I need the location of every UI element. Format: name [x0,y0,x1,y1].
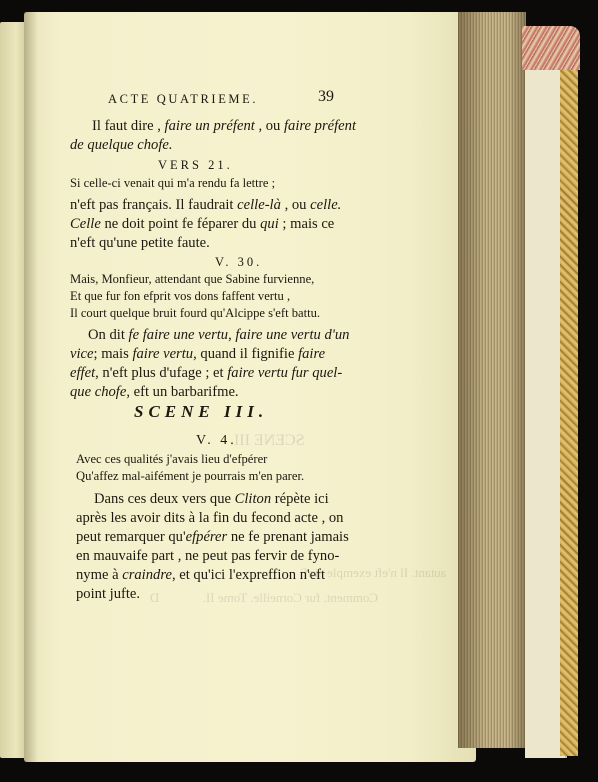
italic-run: celle-là [237,197,281,213]
italic-run: craindre [122,567,172,583]
italic-run: Cliton [234,491,272,507]
quoted-verse: Avec ces qualités j'avais lieu d'efpérer [76,452,268,466]
italic-run: faire une vertu d'un [235,327,350,343]
text-run: , eft un barbarifme. [126,384,239,400]
body-line [88,326,349,345]
text-run: ne fe prenant jamais [230,529,349,545]
body-line [94,490,329,509]
show-through-line: D [150,590,160,605]
show-through-line: autant. Il n'eft exemple ainfi [300,565,447,580]
text-run: peut remarquer qu' [76,529,186,545]
italic-run: celle. [310,197,342,213]
italic-run: fe faire une vertu [128,327,229,343]
italic-run: Celle [70,216,101,232]
text-run: , [228,327,232,343]
quoted-verse: Et que fur fon efprit vos dons faffent vertu , [70,289,291,303]
italic-run: faire vertu fur quel- [227,365,343,381]
italic-run: que chofe [70,384,127,400]
body-line: n'eft qu'une petite faute. [70,235,210,251]
previous-page-edge [0,22,26,758]
italic-run: effet [70,365,96,381]
verse-reference: V. 4. [196,433,237,448]
italic-run: qui [260,216,279,232]
text-run: nyme à [76,567,119,583]
gilt-spine-band [560,30,578,756]
italic-run: faire vertu [132,346,194,362]
body-line: après les avoir dits à la fin du fecond acte , on [76,510,344,526]
quoted-verse: Mais, Monfieur, attendant que Sabine furvienne, [70,272,315,286]
body-line [70,196,341,215]
quoted-verse: Il court quelque bruit fourd qu'Alcippe s'eft battu. [70,306,321,320]
italic-run: de quelque chofe. [70,137,173,153]
verse-reference: VERS 21. [158,158,233,172]
text-run: Il faut dire , [92,118,161,134]
text-run: , ou [258,118,281,134]
show-through-line: Comment. fur Corneille. Tome II. [202,590,379,605]
body-line [70,383,239,402]
show-through-line: SCENE III. [230,432,305,449]
scene-heading: SCENE III. [134,402,269,421]
body-line [70,364,342,383]
text-run: On dit [88,327,125,343]
body-line: en mauvaife part , ne peut pas fervir de fyno- [76,548,340,564]
gutter-shadow [24,12,38,762]
body-line: point jufte. [76,586,141,602]
body-line [70,136,173,155]
text-run: , quand il fignifie [193,346,295,362]
italic-run: faire un préfent [164,118,255,134]
body-line [70,345,325,364]
text-run: , ou [284,197,307,213]
quoted-verse: Qu'affez mal-aifément je pourrais m'en parer. [76,469,305,483]
text-run: , et qu'ici l'expreffion n'eft [171,567,326,583]
text-run: ne doit point fe féparer du [104,216,257,232]
page-edges-shading [458,12,526,748]
text-run: répète ici [274,491,329,507]
verse-reference: V. 30. [215,255,263,269]
body-line [76,528,349,547]
text-run: ; mais [93,346,129,362]
body-line [92,117,356,136]
italic-run: faire [298,346,326,362]
text-run: n'eft pas français. Il faudrait [70,197,234,213]
body-line [76,566,325,585]
italic-run: efpérer [185,529,228,545]
body-line [70,215,334,234]
italic-run: vice [70,346,94,362]
running-title: ACTE QUATRIEME. [108,92,259,106]
text-run: Dans ces deux vers que [94,491,231,507]
quoted-verse: Si celle-ci venait qui m'a rendu fa lettre ; [70,176,276,190]
page-number: 39 [318,88,334,105]
text-run: ; mais ce [282,216,335,232]
headband [522,26,580,70]
show-through-footer [150,590,378,606]
text-run: , n'eft plus d'ufage ; et [95,365,224,381]
italic-run: faire préfent [284,118,357,134]
